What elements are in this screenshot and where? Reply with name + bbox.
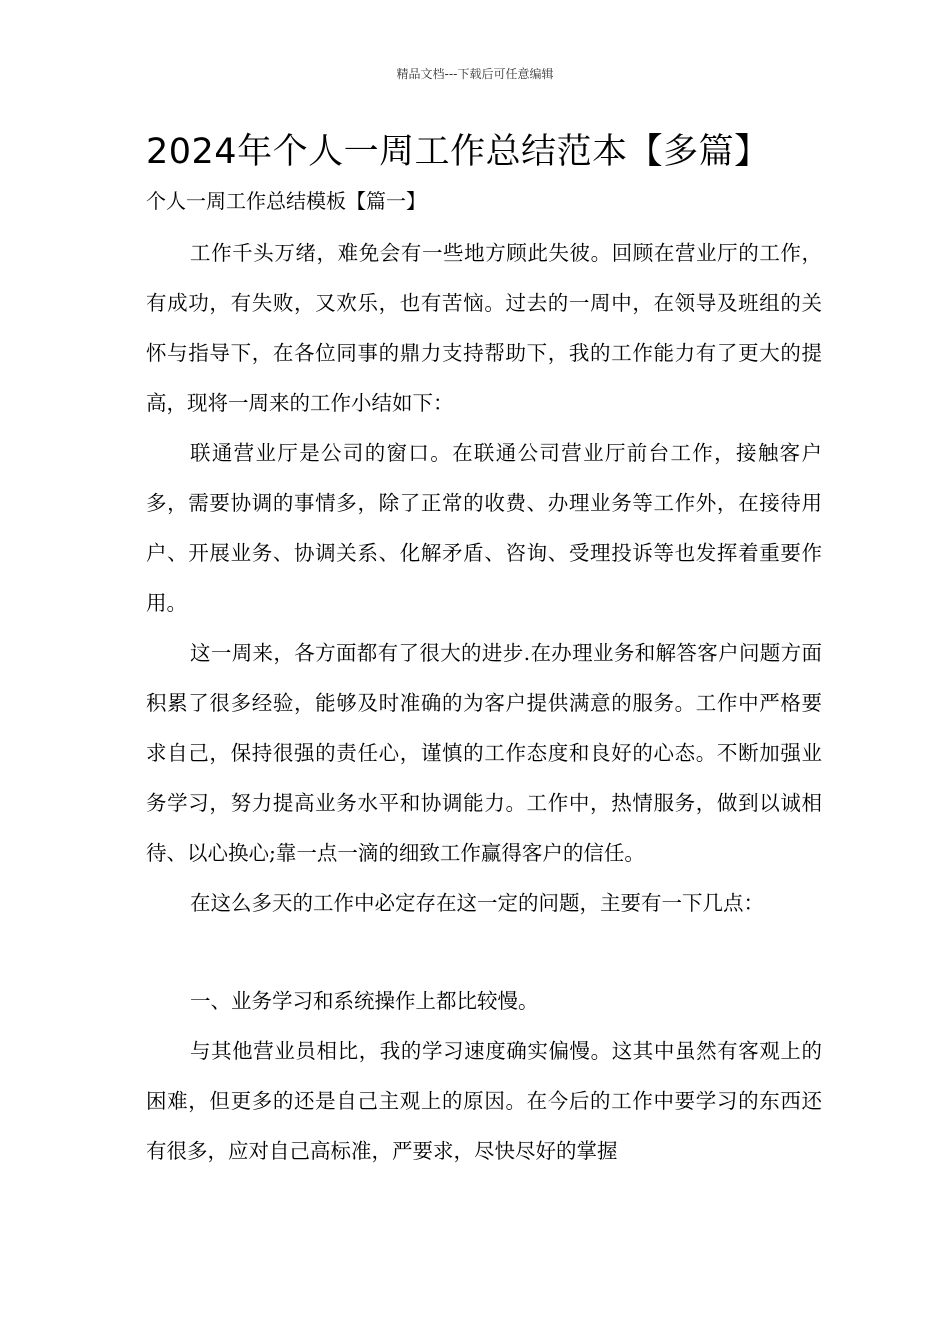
- paragraph: 与其他营业员相比，我的学习速度确实偏慢。这其中虽然有客观上的困难，但更多的还是自己主观上的原因。在今后的工作中要学习的东西还有很多，应对自己高标准，严要求，尽快尽好的掌握: [146, 1039, 822, 1163]
- document-title: 2024年个人一周工作总结范本【多篇】: [146, 132, 770, 172]
- section-heading: 个人一周工作总结模板【篇一】: [146, 189, 426, 213]
- paragraph: 工作千头万绪，难免会有一些地方顾此失彼。回顾在营业厅的工作，有成功，有失败，又欢乐，也有苦恼。过去的一周中，在领导及班组的关怀与指导下，在各位同事的鼎力支持帮助下，我的工作能力有了更大的提高，现将一周来的工作小结如下：: [146, 241, 822, 415]
- list-item-heading: 一、业务学习和系统操作上都比较慢。: [190, 989, 539, 1013]
- header-note: 精品文档---下载后可任意编辑: [396, 67, 554, 81]
- paragraph: 联通营业厅是公司的窗口。在联通公司营业厅前台工作，接触客户多，需要协调的事情多，除了正常的收费、办理业务等工作外，在接待用户、开展业务、协调关系、化解矛盾、咨询、受理投诉等也发挥着重要作用。: [146, 441, 822, 615]
- paragraph: 这一周来，各方面都有了很大的进步.在办理业务和解答客户问题方面积累了很多经验，能够及时准确的为客户提供满意的服务。工作中严格要求自己，保持很强的责任心，谨慎的工作态度和良好的心态。不断加强业务学习，努力提高业务水平和协调能力。工作中，热情服务，做到以诚相待、以心换心;靠一点一滴的细致工作赢得客户的信任。: [146, 641, 822, 865]
- document-body: [146, 228, 822, 1176]
- paragraph: 在这么多天的工作中必定存在这一定的问题，主要有一下几点：: [190, 891, 764, 915]
